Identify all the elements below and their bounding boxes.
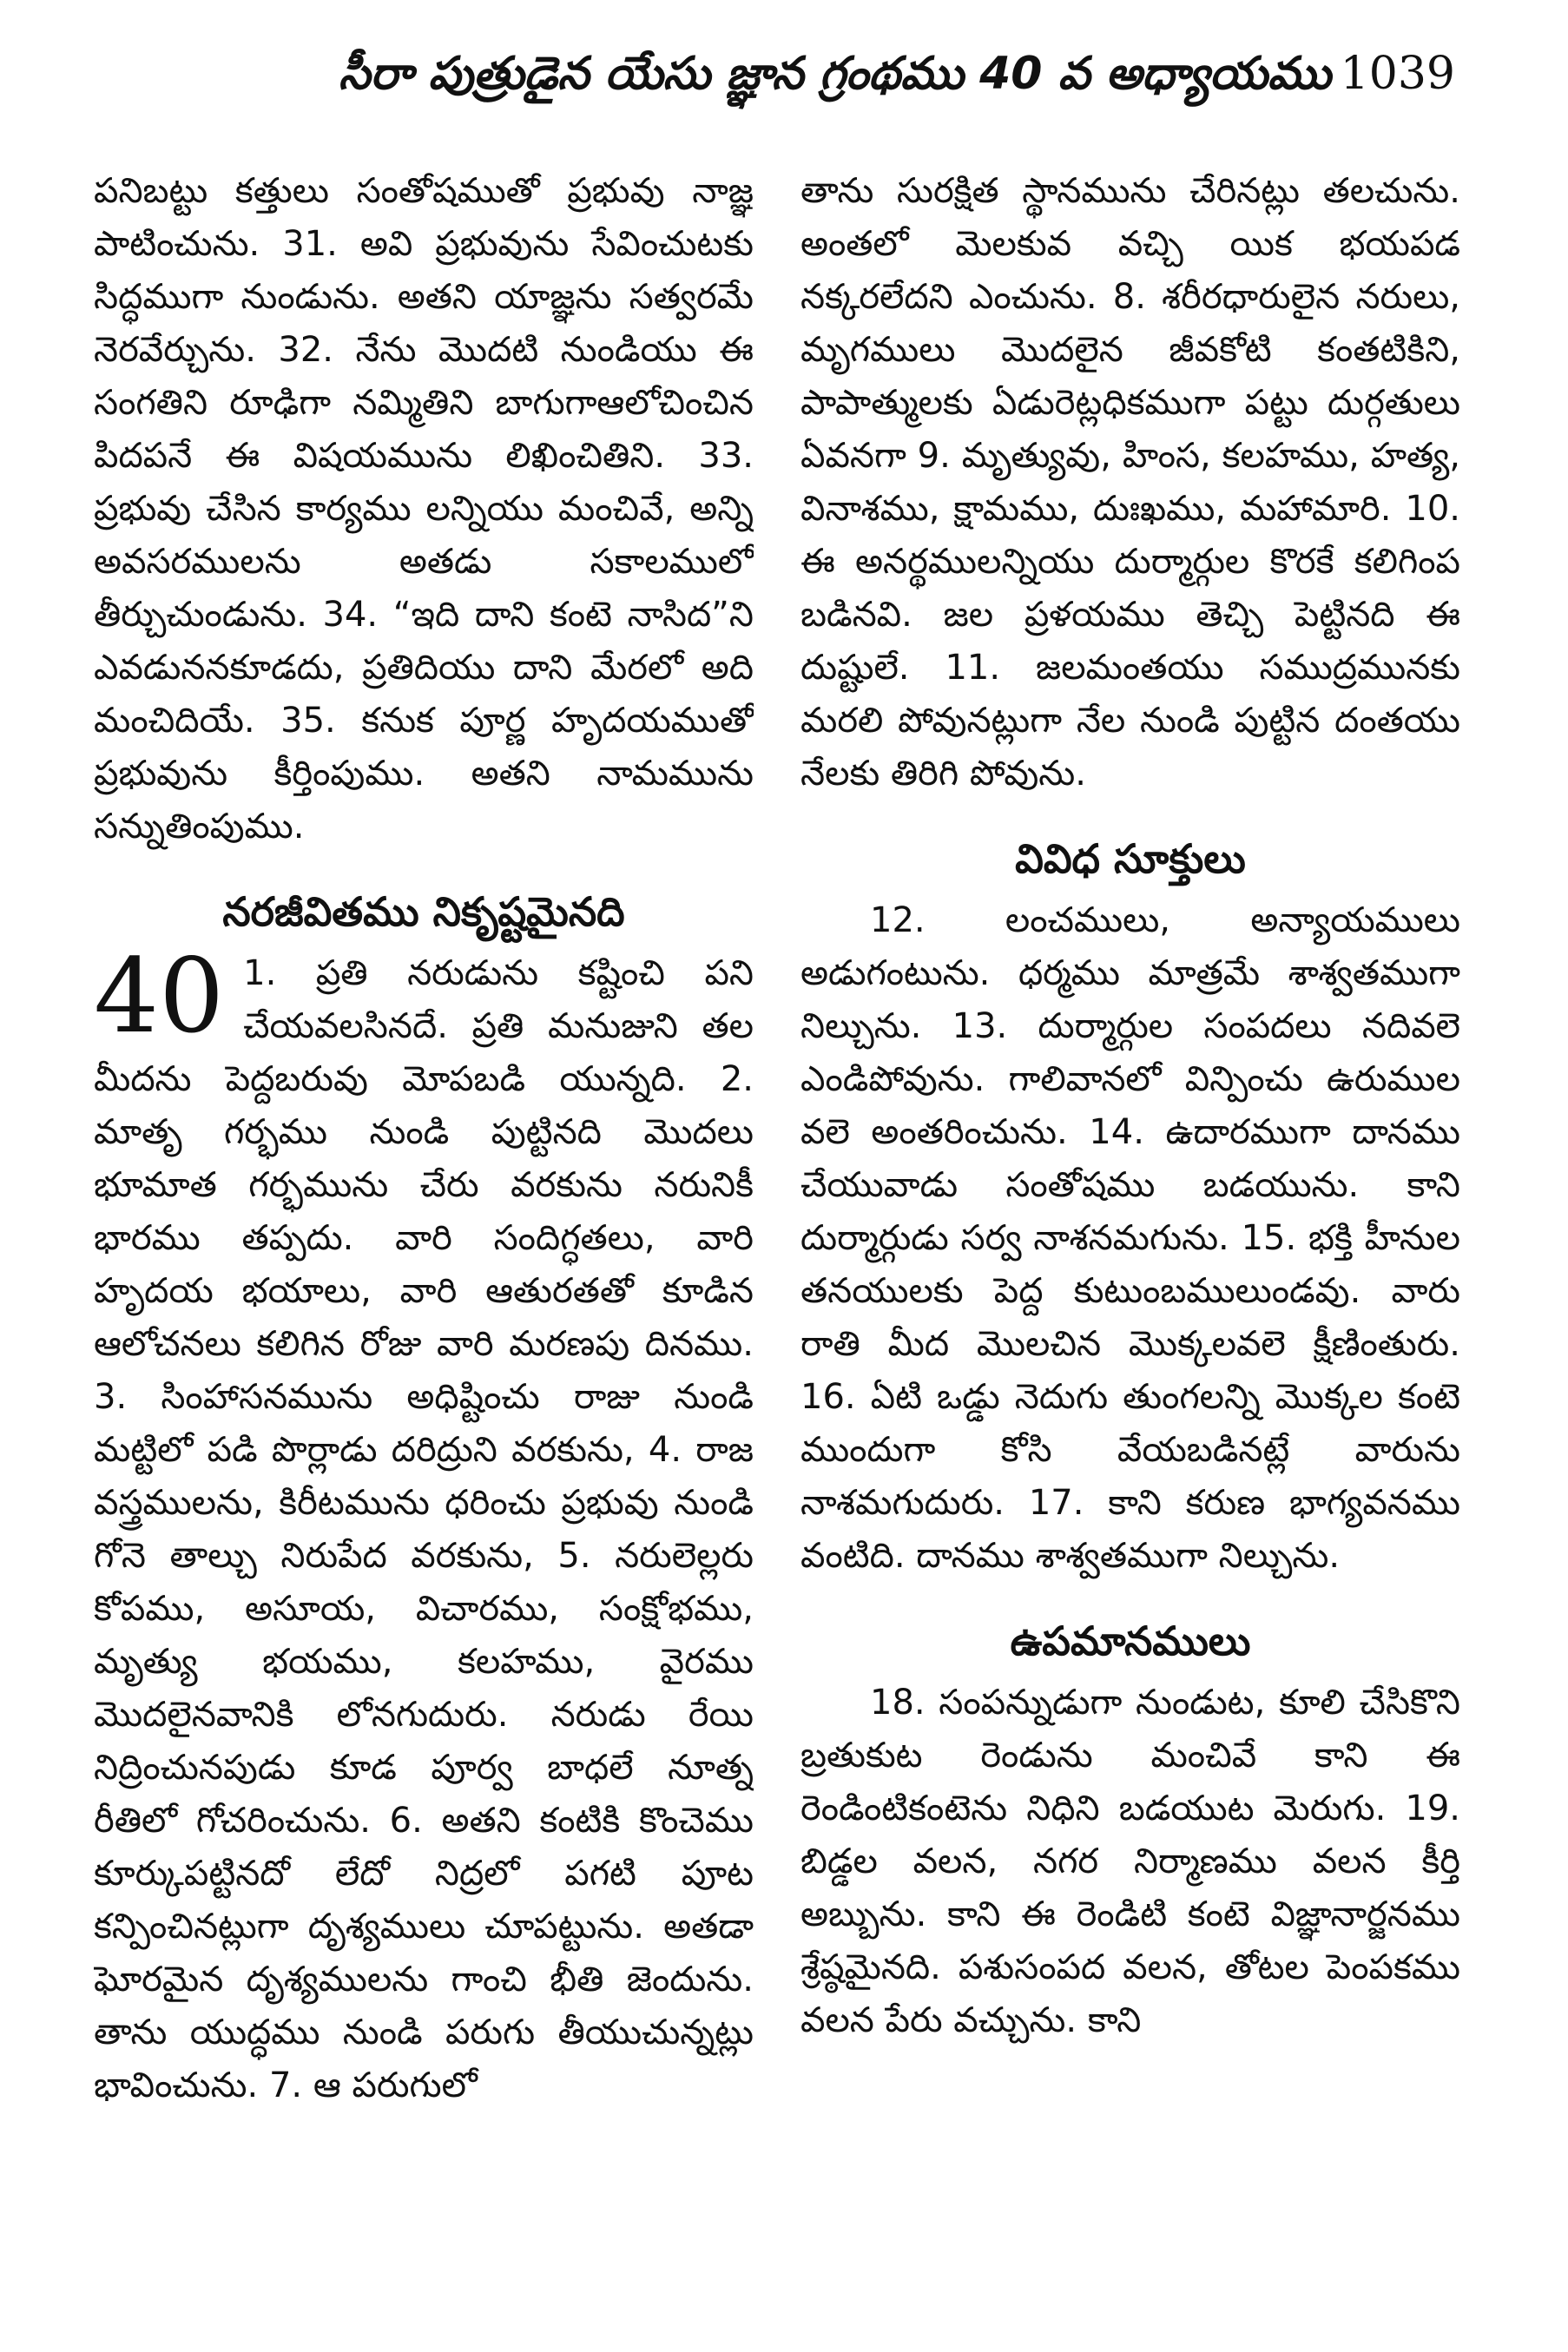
- section-heading-human-life: నరజీవితము నికృష్టమైనది: [222, 888, 625, 935]
- right-paragraph-3: 18. సంపన్నుడుగా నుండుట, కూలి చేసికొని బ్రతుకుట రెండును మంచివే కాని ఈ రెండింటికంటెను నిధిని బడయుట మెరుగు. 19. బిడ్డల వలన, నగర నిర్మాణము వలన కీర్తి అబ్బును. కాని ఈ రెండిటి కంటె విజ్ఞానార్జనము శ్రేష్ఠమైనది. పశుసంపద వలన, తోటల పెంపకము వలన పేరు వచ్చును. కాని: [800, 1683, 1460, 2040]
- right-column: [800, 165, 1460, 2318]
- section-heading-various-sayings: వివిధ సూక్తులు: [1015, 835, 1246, 882]
- right-paragraph-2: 12. లంచములు, అన్యాయములు అడుగంటును. ధర్మము మాత్రమే శాశ్వతముగా నిల్చును. 13. దుర్మార్గుల సంపదలు నదివలె ఎండిపోవును. గాలివానలో విన్పించు ఉరుముల వలె అంతరించును. 14. ఉదారముగా దానము చేయువాడు సంతోషము బడయును. కాని దుర్మార్గుడు సర్వ నాశనమగును. 15. భక్తి హీనుల తనయులకు పెద్ద కుటుంబములుండవు. వారు రాతి మీద మొలచిన మొక్కలవలె క్షీణింతురు. 16. ఏటి ఒడ్డు నెదుగు తుంగలన్ని మొక్కల కంటె ముందుగా కోసి వేయబడినట్లే వారును నాశమగుదురు. 17. కాని కరుణ భాగ్యవనము వంటిది. దానము శాశ్వతముగా నిల్చును.: [800, 900, 1460, 1576]
- running-title: సీరా పుత్రుడైన యేసు జ్ఞాన గ్రంథము 40 వ అధ్యాయము: [339, 48, 1332, 100]
- page-number: 1039: [1340, 48, 1455, 100]
- section-heading-comparisons: ఉపమానములు: [1010, 1617, 1251, 1664]
- chapter-number: 40: [94, 936, 225, 1056]
- right-paragraph-1: తాను సురక్షిత స్థానమును చేరినట్లు తలచును. అంతలో మెలకువ వచ్చి యిక భయపడ నక్కరలేదని ఎంచును. 8. శరీరధారులైన నరులు, మృగములు మొదలైన జీవకోటి కంతటికిని, పాపాత్ములకు ఏడురెట్లధికముగా పట్టు దుర్గతులు ఏవనగా 9. మృత్యువు, హింస, కలహము, హత్య, వినాశము, క్షామము, దుఃఖము, మహామారి. 10. ఈ అనర్థములన్నియు దుర్మార్గుల కొరకే కలిగింప బడినవి. జల ప్రళయము తెచ్చి పెట్టినది ఈ దుష్టులే. 11. జలమంతయు సముద్రమునకు మరలి పోవునట్లుగా నేల నుండి పుట్టిన దంతయు నేలకు తిరిగి పోవును.: [800, 171, 1460, 794]
- left-paragraph-1: పనిబట్టు కత్తులు సంతోషముతో ప్రభువు నాజ్ఞ పాటించును. 31. అవి ప్రభువును సేవించుటకు సిద్ధముగా నుండును. అతని యాజ్ఞను సత్వరమే నెరవేర్చును. 32. నేను మొదటి నుండియు ఈ సంగతిని రూఢిగా నమ్మితిని బాగుగాఆలోచించిన పిదపనే ఈ విషయమును లిఖించితిని. 33. ప్రభువు చేసిన కార్యము లన్నియు మంచివే, అన్ని అవసరములను అతడు సకాలములో తీర్చుచుండును. 34. “ఇది దాని కంటె నాసిద”ని ఎవడుననకూడదు, ప్రతిదియు దాని మేరలో అది మంచిదియే. 35. కనుక పూర్ణ హృదయముతో ప్రభువును కీర్తింపుము. అతని నామమును సన్నుతింపుము.: [94, 171, 754, 847]
- chapter-40-text: 1. ప్రతి నరుడును కష్టించి పని చేయవలసినదే. ప్రతి మనుజుని తల మీదను పెద్దబరువు మోపబడి యున్నది. 2. మాతృ గర్భము నుండి పుట్టినది మొదలు భూమాత గర్భమును చేరు వరకును నరునికీ భారము తప్పదు. వారి సందిగ్ధతలు, వారి హృదయ భయాలు, వారి ఆతురతతో కూడిన ఆలోచనలు కలిగిన రోజు వారి మరణపు దినము. 3. సింహాసనమును అధిష్టించు రాజు నుండి మట్టిలో పడి పొర్లాడు దరిద్రుని వరకును, 4. రాజ వస్త్రములను, కిరీటమును ధరించు ప్రభువు నుండి గోనె తాల్చు నిరుపేద వరకును, 5. నరులెల్లరు కోపము, అసూయ, విచారము, సంక్షోభము, మృత్యు భయము, కలహము, వైరము మొదలైనవానికి లోనగుదురు. నరుడు రేయి నిద్రించునపుడు కూడ పూర్వ బాధలే నూత్న రీతిలో గోచరించును. 6. అతని కంటికి కొంచెము కూర్కుపట్టినదో లేదో నిద్రలో పగటి పూట కన్పించినట్లుగా దృశ్యములు చూపట్టును. అతడా ఘోరమైన దృశ్యములను గాంచి భీతి జెందును. తాను యుద్ధము నుండి పరుగు తీయుచున్నట్లు భావించును. 7. ఆ పరుగులో: [94, 953, 754, 2105]
- chapter-40-paragraph: [94, 936, 754, 2112]
- page-header: [0, 35, 1568, 113]
- left-column: [94, 165, 754, 2318]
